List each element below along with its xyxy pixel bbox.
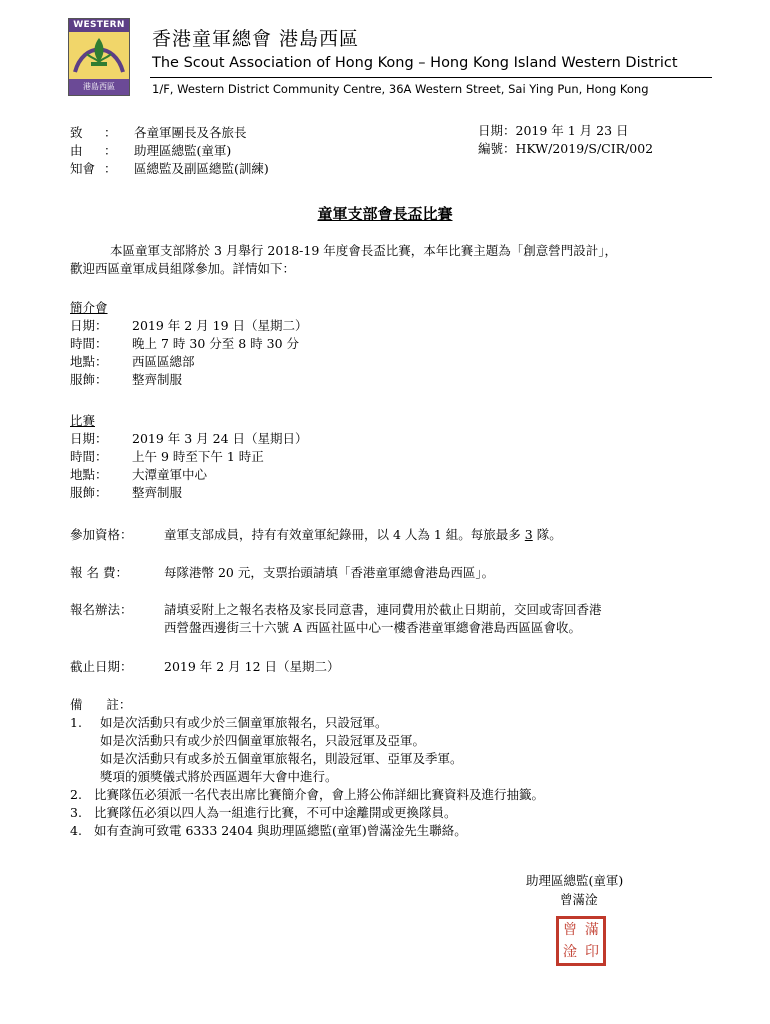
recipient-row bbox=[70, 160, 269, 178]
note-text: 如是次活動只有或多於五個童軍旅報名，則設冠軍、亞軍及季軍。 bbox=[100, 751, 463, 766]
org-address: 1/F, Western District Community Centre, 36A Western Street, Sai Ying Pun, Hong Kong bbox=[152, 82, 649, 96]
recipient-label: 由 bbox=[70, 143, 83, 158]
competition-row bbox=[70, 430, 308, 448]
note-number: 1. bbox=[70, 715, 82, 730]
letter-reference: 編號：HKW/2019/S/CIR/002 bbox=[478, 141, 654, 156]
signatory-name: 曾滿淦 bbox=[560, 892, 598, 907]
recipient-sep: ： bbox=[104, 161, 117, 176]
eligibility-value-part1: 童軍支部成員，持有有效童軍紀錄冊，以 4 人為 1 組。每旅最多 bbox=[164, 527, 521, 542]
page-title: 童軍支部會長盃比賽 bbox=[317, 205, 453, 223]
fee-key: 報 名 費： bbox=[70, 565, 128, 580]
competition-value: 上午 9 時至下午 1 時正 bbox=[132, 449, 264, 464]
seal-char: 滿 bbox=[585, 922, 599, 938]
recipient-label: 致 bbox=[70, 125, 83, 140]
notes-section bbox=[70, 696, 544, 840]
note-line bbox=[70, 750, 544, 768]
recipient-sep: ： bbox=[104, 125, 117, 140]
method-row bbox=[70, 601, 602, 637]
recipient-block bbox=[70, 124, 269, 178]
briefing-value: 晚上 7 時 30 分至 8 時 30 分 bbox=[132, 336, 300, 351]
meta-block bbox=[478, 122, 653, 158]
note-line bbox=[70, 804, 544, 822]
org-name-chinese: 香港童軍總會 港島西區 bbox=[152, 28, 360, 50]
competition-value: 整齊制服 bbox=[132, 485, 183, 500]
recipient-value: 各童軍團長及各旅長 bbox=[134, 125, 247, 140]
recipient-row bbox=[70, 142, 269, 160]
eligibility-key: 參加資格： bbox=[70, 527, 133, 542]
competition-key: 服飾： bbox=[70, 485, 108, 500]
intro-line: 本區童軍支部將於 3 月舉行 2018-19 年度會長盃比賽，本年比賽主題為「創意營門設計」， bbox=[110, 243, 618, 258]
briefing-row bbox=[70, 317, 308, 335]
seal-char: 淦 bbox=[563, 944, 577, 960]
signatory-title: 助理區總監(童軍) bbox=[526, 873, 624, 888]
deadline-key: 截止日期： bbox=[70, 659, 133, 674]
note-text: 比賽隊伍必須派一名代表出席比賽簡介會，會上將公佈詳細比賽資料及進行抽籤。 bbox=[94, 787, 545, 802]
note-line bbox=[70, 822, 544, 840]
scout-logo bbox=[68, 18, 130, 96]
competition-row bbox=[70, 484, 308, 502]
eligibility-value-part2: 隊。 bbox=[536, 527, 562, 542]
notes-heading: 備 註： bbox=[70, 697, 132, 712]
recipient-value: 區總監及副區總監(訓練) bbox=[134, 161, 269, 176]
briefing-value: 2019 年 2 月 19 日（星期二） bbox=[132, 318, 308, 333]
note-text: 獎項的頒獎儀式將於西區週年大會中進行。 bbox=[100, 769, 338, 784]
note-text: 比賽隊伍必須以四人為一組進行比賽，不可中途離開或更換隊員。 bbox=[94, 805, 457, 820]
briefing-key: 服飾： bbox=[70, 372, 108, 387]
briefing-key: 地點： bbox=[70, 354, 108, 369]
recipient-row bbox=[70, 124, 269, 142]
note-number: 4. bbox=[70, 823, 82, 838]
method-key: 報名辦法： bbox=[70, 602, 133, 617]
recipient-value: 助理區總監(童軍) bbox=[134, 143, 232, 158]
intro-paragraph bbox=[70, 242, 617, 278]
competition-key: 日期： bbox=[70, 431, 108, 446]
fleur-de-lis-icon bbox=[69, 32, 129, 79]
briefing-heading: 簡介會 bbox=[70, 300, 108, 315]
briefing-row bbox=[70, 353, 308, 371]
competition-value: 大潭童軍中心 bbox=[132, 467, 208, 482]
competition-key: 地點： bbox=[70, 467, 108, 482]
recipient-sep: ： bbox=[104, 143, 117, 158]
method-value-line1: 請填妥附上之報名表格及家長同意書，連同費用於截止日期前，交回或寄回香港 bbox=[164, 602, 602, 617]
deadline-value: 2019 年 2 月 12 日（星期二） bbox=[164, 659, 340, 674]
briefing-value: 西區區總部 bbox=[132, 354, 195, 369]
recipient-label: 知會 bbox=[70, 161, 96, 176]
briefing-section bbox=[70, 299, 308, 389]
competition-key: 時間： bbox=[70, 449, 108, 464]
seal-stamp bbox=[556, 916, 606, 966]
briefing-row bbox=[70, 335, 308, 353]
briefing-row bbox=[70, 371, 308, 389]
note-number: 2. bbox=[70, 787, 82, 802]
eligibility-row bbox=[70, 526, 562, 544]
note-text: 如是次活動只有或少於三個童軍旅報名，只設冠軍。 bbox=[100, 715, 388, 730]
briefing-key: 時間： bbox=[70, 336, 108, 351]
briefing-key: 日期： bbox=[70, 318, 108, 333]
note-line bbox=[70, 768, 544, 786]
letterhead-divider bbox=[150, 77, 712, 78]
note-number: 3. bbox=[70, 805, 82, 820]
note-line bbox=[70, 714, 544, 732]
seal-char: 印 bbox=[585, 944, 599, 960]
logo-emblem bbox=[69, 32, 129, 79]
fee-value: 每隊港幣 20 元，支票抬頭請填「香港童軍總會港島西區」。 bbox=[164, 565, 495, 580]
logo-bottom-text: 港島西區 bbox=[69, 79, 129, 95]
eligibility-max-teams: 3 bbox=[524, 527, 533, 542]
intro-line: 歡迎西區童軍成員組隊參加。詳情如下： bbox=[70, 261, 296, 276]
logo-top-text: WESTERN bbox=[69, 19, 129, 32]
competition-row bbox=[70, 448, 308, 466]
deadline-row bbox=[70, 658, 340, 676]
method-value-line2: 西營盤西邊街三十六號 A 西區社區中心一樓香港童軍總會港島西區區會收。 bbox=[164, 620, 581, 635]
competition-heading: 比賽 bbox=[70, 413, 96, 428]
note-line bbox=[70, 786, 544, 804]
note-text: 如有查詢可致電 6333 2404 與助理區總監(童軍)曾滿淦先生聯絡。 bbox=[94, 823, 467, 838]
seal-char: 曾 bbox=[563, 922, 577, 938]
competition-row bbox=[70, 466, 308, 484]
note-line bbox=[70, 732, 544, 750]
note-text: 如是次活動只有或少於四個童軍旅報名，只設冠軍及亞軍。 bbox=[100, 733, 426, 748]
org-name-english: The Scout Association of Hong Kong – Hong Kong Island Western District bbox=[152, 55, 678, 71]
fee-row bbox=[70, 564, 494, 582]
letter-date: 日期：2019 年 1 月 23 日 bbox=[478, 123, 629, 138]
briefing-value: 整齊制服 bbox=[132, 372, 183, 387]
competition-value: 2019 年 3 月 24 日（星期日） bbox=[132, 431, 308, 446]
competition-section bbox=[70, 412, 308, 502]
